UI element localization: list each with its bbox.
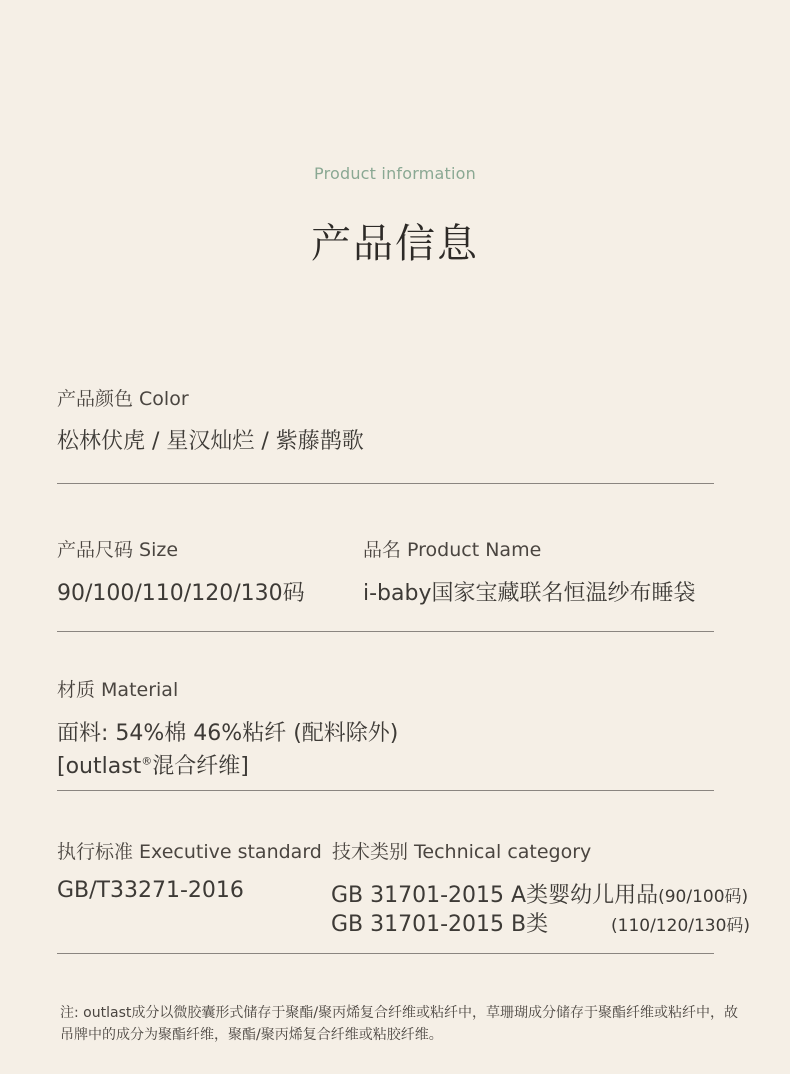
material-line-2-b: 混合纤维]: [152, 754, 249, 779]
color-value: 松林伏虎 / 星汉灿烂 / 紫藤鹊歌: [57, 429, 364, 454]
subtitle: Product information: [314, 164, 476, 183]
category-line-1-note: (90/100码): [658, 887, 749, 907]
divider: [57, 790, 714, 791]
product-name-label: 品名 Product Name: [363, 539, 542, 561]
product-name-value: i-baby国家宝藏联名恒温纱布睡袋: [363, 581, 696, 606]
material-line-1: 面料: 54%棉 46%粘纤 (配料除外): [57, 721, 399, 746]
standard-label: 执行标准 Executive standard: [57, 841, 322, 863]
divider: [57, 631, 714, 632]
material-line-2: [57, 749, 249, 780]
category-line-2-note: (110/120/130码): [611, 916, 751, 936]
size-label: 产品尺码 Size: [57, 539, 179, 561]
standard-value: GB/T33271-2016: [57, 878, 244, 903]
registered-mark: ®: [141, 754, 153, 768]
category-line-1-text: GB 31701-2015 A类婴幼儿用品: [331, 883, 659, 908]
category-line-2: GB 31701-2015 B类: [331, 912, 549, 937]
material-label: 材质 Material: [57, 679, 179, 701]
color-label: 产品颜色 Color: [57, 388, 189, 410]
category-label: 技术类别 Technical category: [332, 841, 592, 863]
material-line-2-a: [outlast: [57, 754, 142, 779]
divider: [57, 483, 714, 484]
footnote: 注: outlast成分以微胶囊形式储存于聚酯/聚丙烯复合纤维或粘纤中，草珊瑚成分储存于聚酯纤维或粘纤中，故吊牌中的成分为聚酯纤维，聚酯/聚丙烯复合纤维或粘胶纤维。: [60, 1005, 739, 1043]
category-line-1: [331, 878, 748, 909]
divider: [57, 953, 714, 954]
page-title: 产品信息: [311, 221, 479, 267]
size-value: 90/100/110/120/130码: [57, 581, 305, 606]
